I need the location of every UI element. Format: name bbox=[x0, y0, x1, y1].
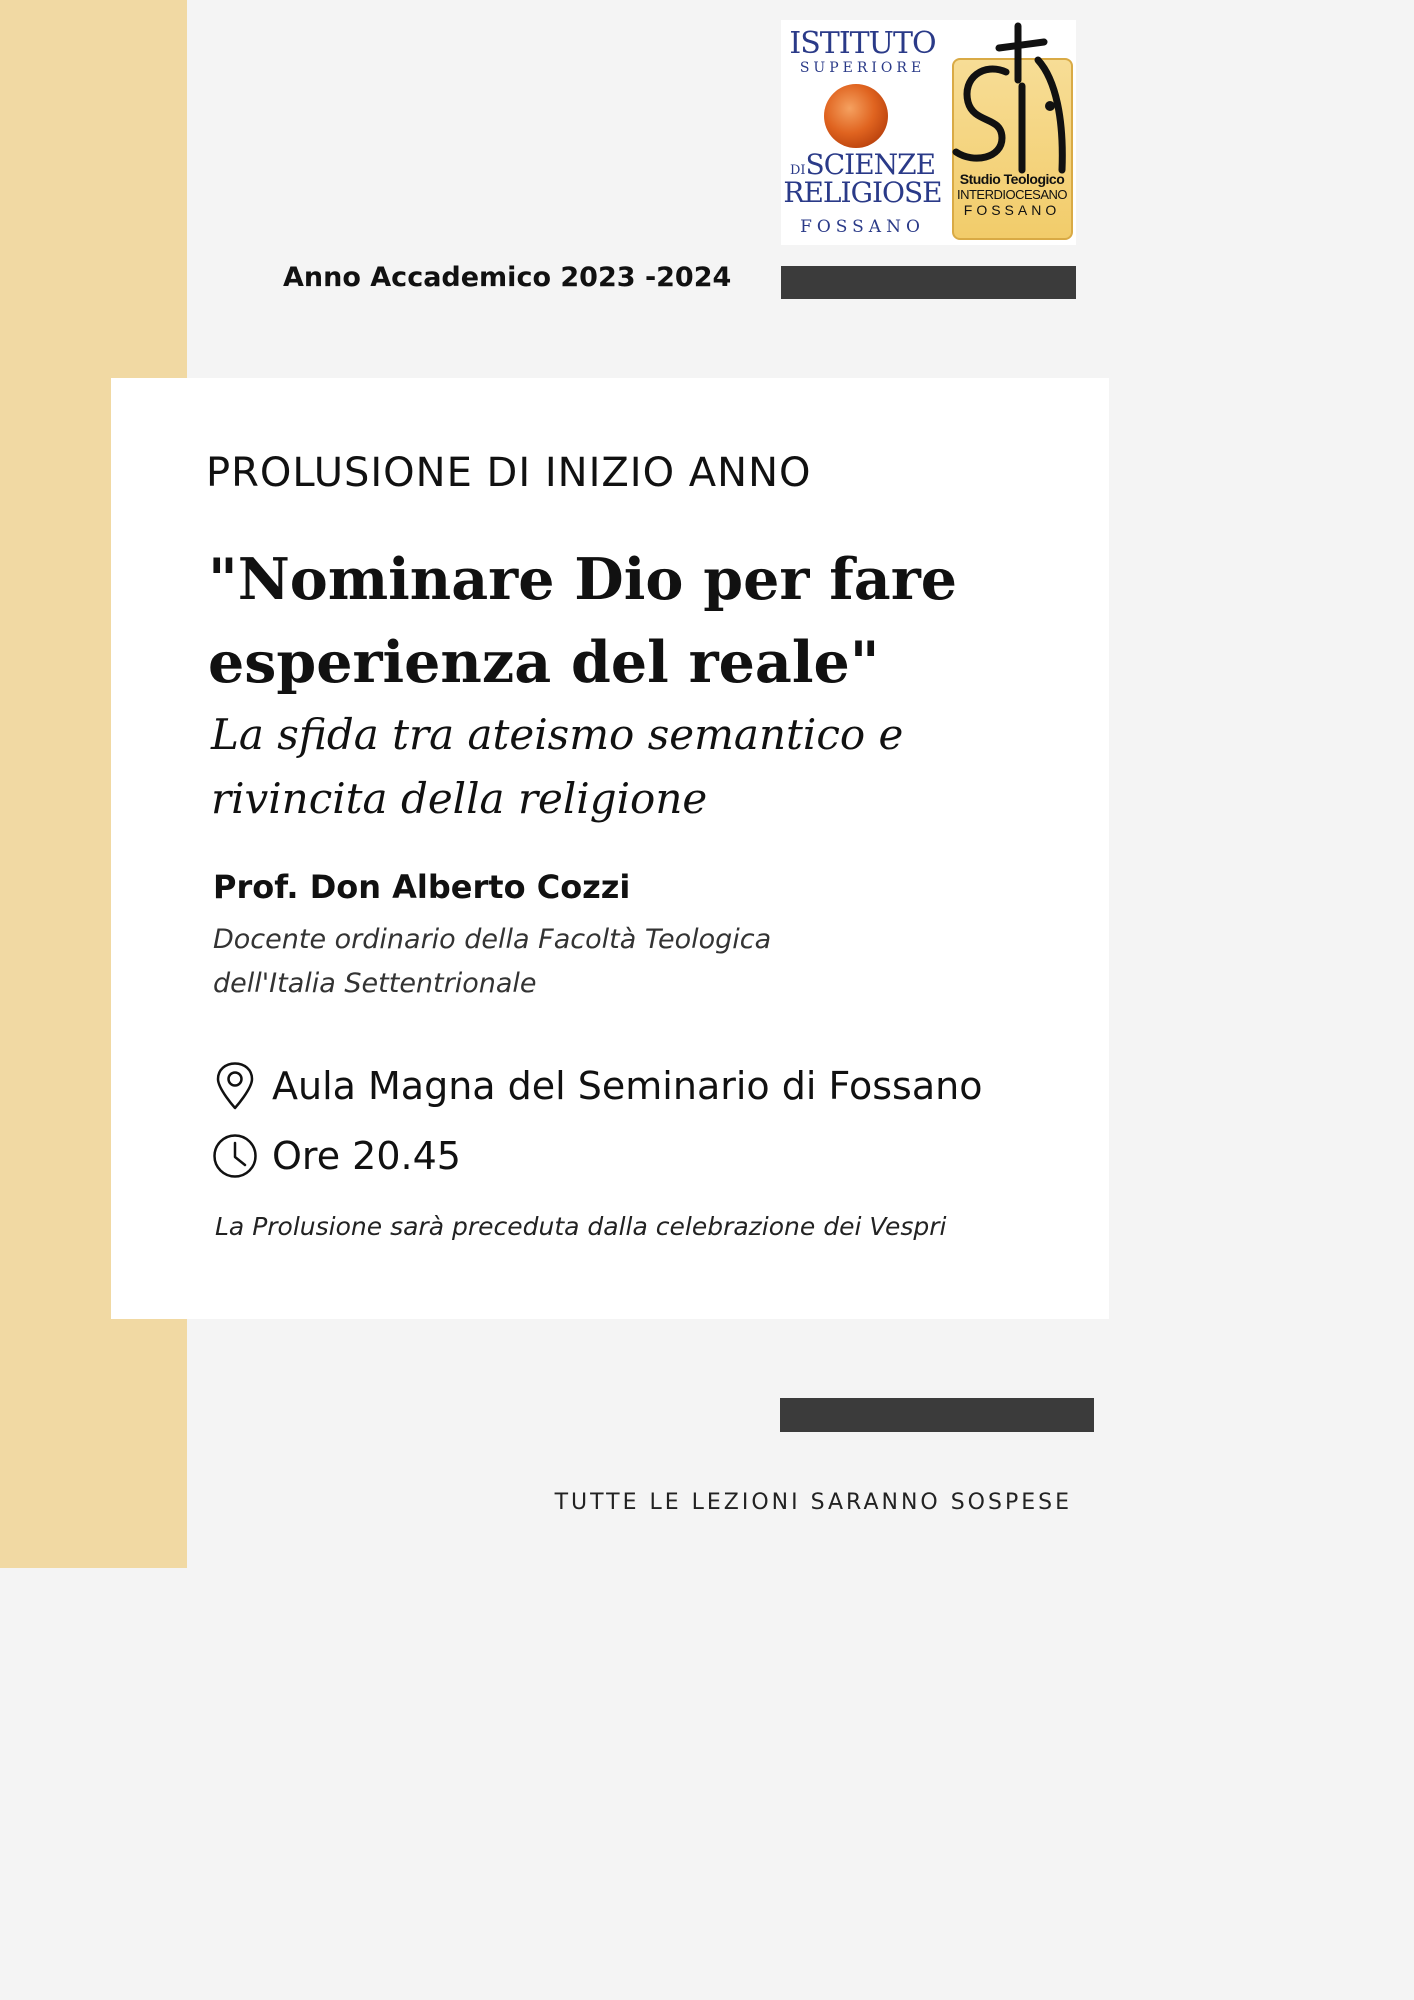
academic-year: Anno Accademico 2023 -2024 bbox=[283, 262, 732, 293]
clock-icon bbox=[211, 1131, 259, 1181]
speaker-role bbox=[213, 918, 973, 1006]
issr-logo-line1: ISTITUTO bbox=[789, 26, 936, 61]
sti-logo-line2: INTERDIOCESANO bbox=[956, 187, 1067, 202]
globe-icon bbox=[824, 84, 888, 148]
issr-logo-line3-word: SCIENZE bbox=[805, 148, 936, 181]
map-pin-icon bbox=[211, 1061, 259, 1111]
event-subtitle bbox=[211, 703, 1091, 831]
event-title-line1: "Nominare Dio per fare bbox=[208, 546, 957, 613]
event-title bbox=[208, 538, 1088, 704]
footer-notice: TUTTE LE LEZIONI SARANNO SOSPESE bbox=[554, 1490, 1072, 1515]
location-row bbox=[211, 1058, 982, 1114]
sti-logo-line3: FOSSANO bbox=[963, 202, 1061, 218]
issr-logo bbox=[781, 20, 944, 245]
event-subtitle-line1: La sfida tra ateismo semantico e bbox=[211, 710, 904, 759]
speaker-role-line2: dell'Italia Settentrionale bbox=[213, 968, 537, 999]
location-text: Aula Magna del Seminario di Fossano bbox=[272, 1064, 983, 1108]
event-note: La Prolusione sarà preceduta dalla celebrazione dei Vespri bbox=[215, 1212, 947, 1241]
event-title-line2: esperienza del reale" bbox=[208, 629, 880, 696]
cross-monogram-icon bbox=[944, 20, 1076, 180]
event-subtitle-line2: rivincita della religione bbox=[211, 774, 708, 823]
event-card bbox=[111, 378, 1109, 1319]
redaction-bar-top bbox=[781, 266, 1076, 299]
speaker-name: Prof. Don Alberto Cozzi bbox=[213, 868, 631, 906]
redaction-bar-bottom bbox=[780, 1398, 1094, 1432]
speaker-role-line1: Docente ordinario della Facoltà Teologica bbox=[213, 924, 772, 955]
sti-logo-text bbox=[952, 172, 1072, 218]
time-row bbox=[211, 1128, 461, 1184]
sti-logo-line1: Studio Teologico bbox=[959, 171, 1065, 187]
issr-logo-line4: RELIGIOSE bbox=[783, 176, 942, 209]
sti-logo bbox=[944, 20, 1076, 245]
issr-logo-line2: SUPERIORE bbox=[799, 60, 926, 76]
time-text: Ore 20.45 bbox=[272, 1134, 461, 1178]
issr-logo-line3-prefix: DI bbox=[789, 163, 806, 178]
event-kicker: PROLUSIONE DI INIZIO ANNO bbox=[206, 450, 812, 496]
issr-logo-line5: FOSSANO bbox=[800, 217, 925, 237]
